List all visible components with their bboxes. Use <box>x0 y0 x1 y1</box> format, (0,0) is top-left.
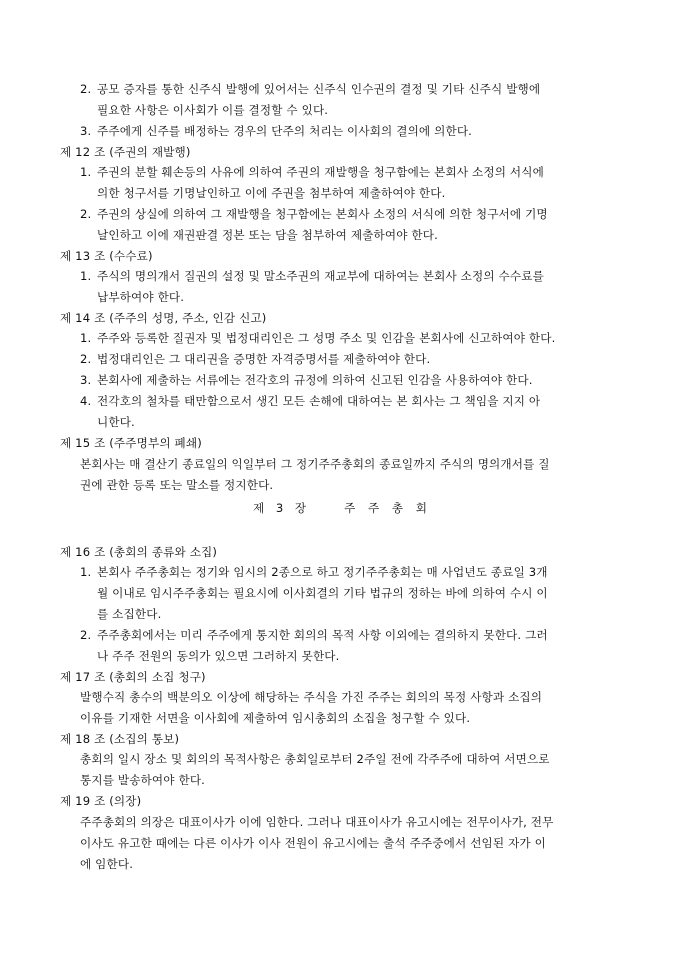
chapter-number: 제 3 장 <box>252 501 307 515</box>
article-13-heading: 제 13 조 (수수료) <box>60 249 153 263</box>
item-number: 2. <box>80 207 92 221</box>
item-text-line: 주권의 분할 훼손등의 사유에 의하여 주권의 재발행을 청구함에는 본회사 소정의 서식에 <box>97 165 544 179</box>
item-text-line: 주주와 등록한 질권자 및 법정대리인은 그 성명 주소 및 인감을 본회사에 신고하여야 한다. <box>97 331 556 345</box>
item-number: 2. <box>80 628 92 642</box>
chapter-title: 주 주 총 회 <box>344 501 427 515</box>
item-text-line: 의한 청구서를 기명날인하고 이에 주권을 첨부하여 제출하여야 한다. <box>97 186 446 200</box>
article-body-line: 이사도 유고한 때에는 다른 이사가 이사 전원이 유고시에는 출석 주주중에서 선임된 자가 이 <box>80 836 546 850</box>
item-number: 2. <box>80 82 92 96</box>
item-text-line: 주주총회에서는 미리 주주에게 통지한 회의의 목적 사항 이외에는 결의하지 못한다. 그러 <box>97 628 548 642</box>
item-number: 2. <box>80 352 92 366</box>
article-15-heading: 제 15 조 (주주명부의 폐쇄) <box>60 436 202 450</box>
article-16-heading: 제 16 조 (총회의 종류와 소집) <box>60 545 218 559</box>
item-text-line: 니한다. <box>97 415 135 429</box>
article-body-line: 총회의 일시 장소 및 회의의 목적사항은 총회일로부터 2주일 전에 각주주에 대하여 서면으로 <box>80 752 550 766</box>
item-text-line: 월 이내로 임시주주총회는 필요시에 이사회결의 기타 법규의 정하는 바에 의하여 수시 이 <box>97 586 548 600</box>
item-text-line: 필요한 사항은 이사회가 이를 결정할 수 있다. <box>97 103 329 117</box>
item-text-line: 나 주주 전원의 동의가 있으면 그러하지 못한다. <box>97 649 340 663</box>
article-body-line: 통지를 발송하여야 한다. <box>80 773 206 787</box>
article-12-heading: 제 12 조 (주권의 재발행) <box>60 145 191 159</box>
article-body-line: 발행수직 총수의 백분의오 이상에 해당하는 주식을 가진 주주는 회의의 목정 사항과 소집의 <box>80 690 543 704</box>
item-text-line: 주식의 명의개서 질권의 설정 및 말소주권의 재교부에 대하여는 본회사 소정의 수수료를 <box>97 269 544 283</box>
item-number: 3. <box>80 124 92 138</box>
item-number: 1. <box>80 269 92 283</box>
item-text-line: 본회사에 제출하는 서류에는 전각호의 규정에 의하여 신고된 인감을 사용하여야 한다. <box>97 373 533 387</box>
article-body-line: 권에 관한 등록 또는 말소를 정지한다. <box>80 478 274 492</box>
article-body-line: 에 임한다. <box>80 857 134 871</box>
article-body-line: 주주총회의 의장은 대표이사가 이에 임한다. 그러나 대표이사가 유고시에는 전무이사가, 전무 <box>80 815 554 829</box>
item-number: 4. <box>80 394 92 408</box>
item-number: 3. <box>80 373 92 387</box>
chapter-heading <box>0 501 680 515</box>
item-text-line: 날인하고 이에 재권판결 정본 또는 담을 첨부하여 제출하여야 한다. <box>97 228 438 242</box>
item-text-line: 주권의 상실에 의하여 그 재발행을 청구함에는 본회사 소정의 서식에 의한 청구서에 기명 <box>97 207 548 221</box>
article-body-line: 이유를 기재한 서면을 이사회에 제출하여 임시총회의 소집을 청구할 수 있다. <box>80 711 471 725</box>
item-text-line: 납부하여야 한다. <box>97 290 185 304</box>
article-19-heading: 제 19 조 (의장) <box>60 794 142 808</box>
item-number: 1. <box>80 565 92 579</box>
item-text-line: 법정대리인은 그 대리권을 증명한 자격증명서를 제출하여야 한다. <box>97 352 431 366</box>
item-text-line: 공모 증자를 통한 신주식 발행에 있어서는 신주식 인수권의 결정 및 기타 신주식 발행에 <box>97 82 541 96</box>
article-17-heading: 제 17 조 (총회의 소집 청구) <box>60 670 206 684</box>
item-number: 1. <box>80 331 92 345</box>
item-text-line: 전각호의 철차를 태만함으로서 생긴 모든 손해에 대하여는 본 회사는 그 책임을 지지 아 <box>97 394 541 408</box>
item-text-line: 주주에게 신주를 배정하는 경우의 단주의 처리는 이사회의 결의에 의한다. <box>97 124 473 138</box>
article-14-heading: 제 14 조 (주주의 성명, 주소, 인감 신고) <box>60 311 267 325</box>
item-text-line: 를 소집한다. <box>97 607 162 621</box>
article-body-line: 본회사는 매 결산기 종료일의 익일부터 그 정기주주총회의 종료일까지 주식의 명의개서를 질 <box>80 457 550 471</box>
article-18-heading: 제 18 조 (소집의 통보) <box>60 732 180 746</box>
item-number: 1. <box>80 165 92 179</box>
item-text-line: 본회사 주주총회는 정기와 임시의 2종으로 하고 정기주주총회는 매 사업년도 종료일 3개 <box>97 565 548 579</box>
